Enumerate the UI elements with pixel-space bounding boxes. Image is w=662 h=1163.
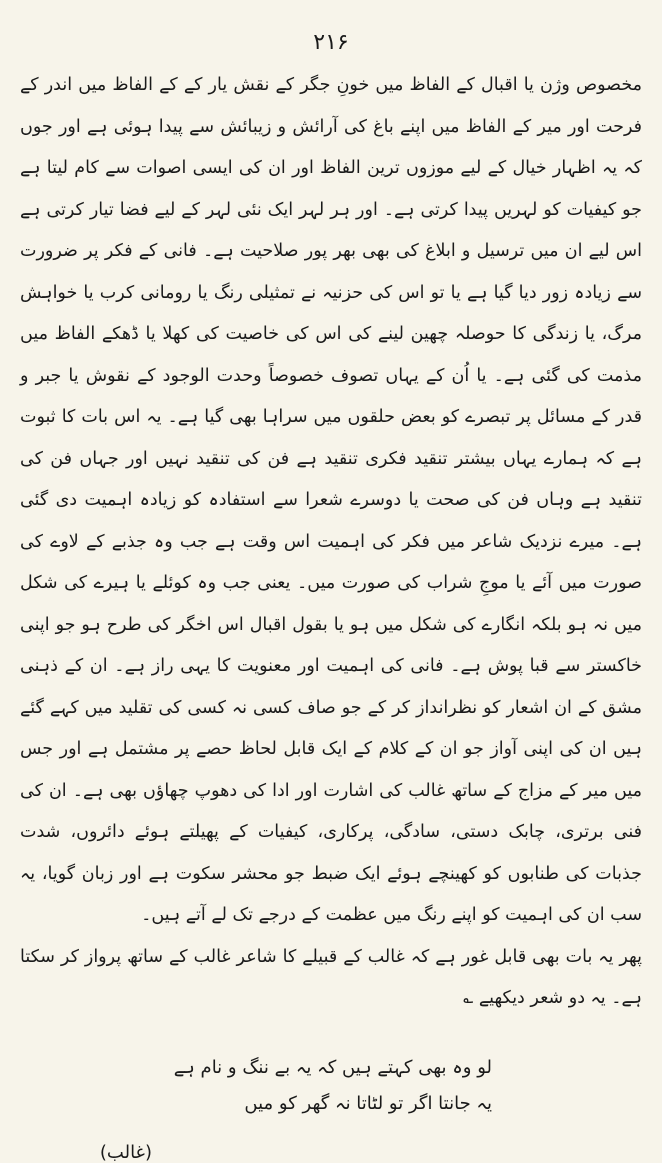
verse-line: لو وہ بھی کہتے ہیں کہ یہ بے ننگ و نام ہے: [173, 1056, 492, 1078]
body-text: [20, 65, 642, 1020]
poet-attribution: (غالب): [99, 1141, 152, 1163]
page-number: ۲۱۶: [313, 30, 349, 55]
verse-line: یہ جانتا اگر تو لٹاتا نہ گھر کو میں: [244, 1092, 492, 1114]
paragraph: مخصوص وژن یا اقبال کے الفاظ میں خونِ جگر کے نقش یار کے کے الفاظ میں اندر کے فرحت اور میر کے الفاظ میں اپنے باغ کی آرائش و زیبائش سے پیدا ہوئی ہے اور جوں کہ یہ اظہار خیال کے لیے موزوں ترین الفاظ اور ان کی ایسی اصوات سے کام لیتا ہے جو کیفیات کو لہریں پیدا کرتی ہے۔ اور ہر لہر ایک نئی لہر کے لیے فضا تیار کرتی ہے اس لیے ان میں ترسیل و ابلاغ کی بھی بھر پور صلاحیت ہے۔ فانی کے فکر پر ضرورت سے زیادہ زور دیا گیا ہے یا تو اس کی حزنیہ نے تمثیلی رنگ یا رومانی کرب یا خواہش مرگ، یا زندگی کا حوصلہ چھین لینے کی اس کی خاصیت کی کھلا یا ڈھکے الفاظ میں مذمت کی گئی ہے۔ یا اُن کے یہاں تصوف خصوصاً وحدت الوجود کے نقوش یا جبر و قدر کے مسائل پر تبصرے کو بعض حلقوں میں سراہا بھی گیا ہے۔ یہ اس بات کا ثبوت ہے کہ ہمارے یہاں بیشتر تنقید فکری تنقید ہے فن کی تنقید نہیں اور جہاں فن کی تنقید ہے وہاں فن کی صحت یا دوسرے شعرا سے استفادہ کو زیادہ اہمیت دی گئی ہے۔ میرے نزدیک شاعر میں فکر کی اہمیت اس وقت ہے جب وہ جذبے کے لاوے کی صورت میں آئے یا موجِ شراب کی صورت میں۔ یعنی جب وہ کوئلے یا ہیرے کی شکل میں نہ ہو بلکہ انگارے کی شکل میں ہو یا بقول اقبال اس اخگر کی طرح ہو جو اپنی خاکستر سے قبا پوش ہے۔ فانی کی اہمیت اور معنویت کا یہی راز ہے۔ ان کے ذہنی مشق کے ان اشعار کو نظرانداز کر کے جو صاف کسی نہ کسی کی تقلید میں کہے گئے ہیں ان کی اپنی آواز جو ان کے کلام کے ایک قابل لحاظ حصے پر مشتمل ہے اور جس میں میر کے مزاج کے ساتھ غالب کی اشارت اور ادا کی دھوپ چھاؤں بھی ہے۔ ان کی فنی برتری، چابک دستی، سادگی، پرکاری، کیفیات کے پھیلتے ہوئے دائروں، شدت جذبات کی طنابوں کو کھینچے ہوئے ایک ضبط جو محشر سکوت ہے اور زبان گویا، یہ سب ان کی اہمیت کو اپنے رنگ میں عظمت کے درجے تک لے آتے ہیں۔: [20, 75, 642, 925]
paragraph: پھر یہ بات بھی قابل غور ہے کہ غالب کے قبیلے کا شاعر غالب کے ساتھ پرواز کر سکتا ہے۔ یہ دو شعر دیکھیے ؎: [20, 946, 642, 1008]
verse-couplet: [20, 1050, 492, 1122]
